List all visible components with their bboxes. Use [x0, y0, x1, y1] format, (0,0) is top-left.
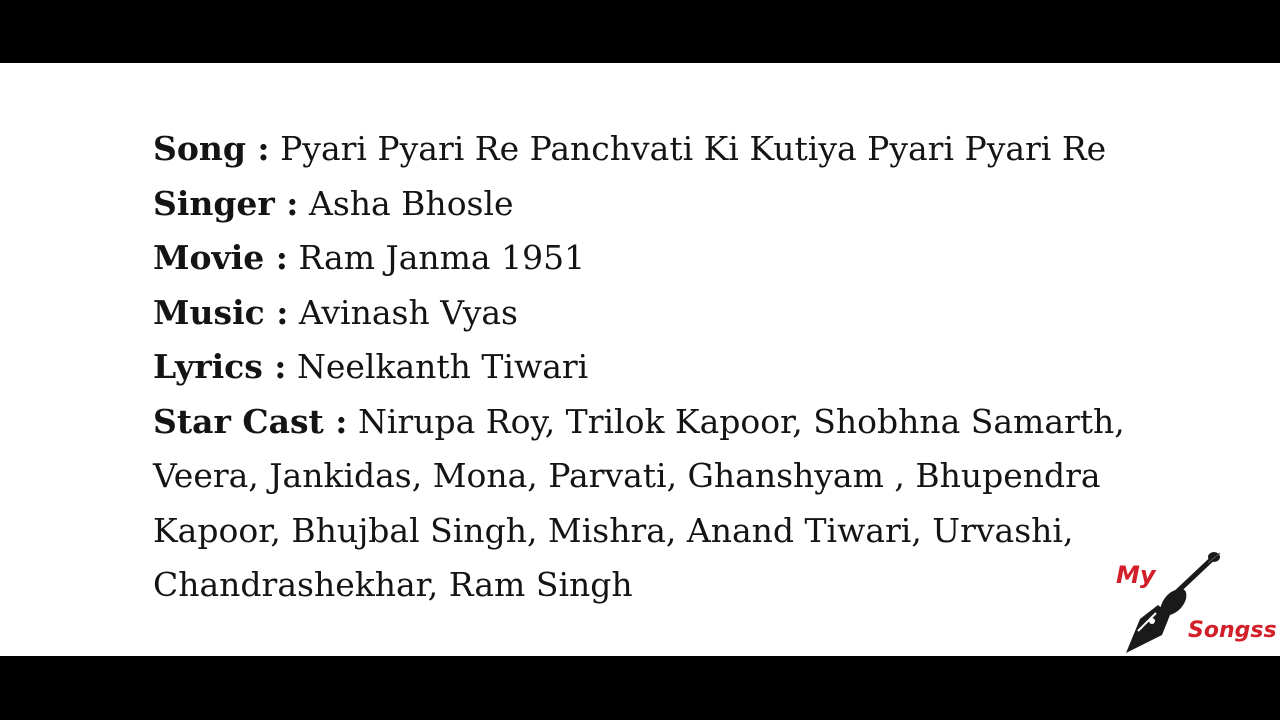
music-value: Avinash Vyas: [298, 292, 518, 332]
movie-value: Ram Janma 1951: [298, 238, 586, 277]
movie-label: Movie :: [153, 238, 288, 277]
star-cast-label: Star Cast :: [153, 401, 348, 441]
star-cast-value: Nirupa Roy, Trilok Kapoor, Shobhna Samarth, Veera, Jankidas, Mona, Parvati, Ghanshyam , Bhupendra Kapoor, Bhujbal Singh, Mishra, Anand Tiwari, Urvashi, Chandrashekhar, Ram Singh: [153, 401, 1125, 604]
lyrics-row: [153, 340, 1183, 395]
singer-row: [153, 177, 1183, 232]
song-label: Song :: [153, 129, 270, 168]
logo-word-my: My: [1116, 561, 1156, 589]
song-value: Pyari Pyari Re Panchvati Ki Kutiya Pyari Pyari Re: [280, 129, 1107, 168]
song-details: [153, 122, 1183, 613]
my-songss-logo: [1112, 549, 1280, 657]
song-row: [153, 122, 1183, 177]
singer-value: Asha Bhosle: [309, 183, 514, 223]
lyrics-card: [0, 63, 1280, 656]
singer-label: Singer :: [153, 183, 299, 223]
music-row: [153, 286, 1183, 341]
star-cast-row: [153, 395, 1183, 613]
lyrics-value: Neelkanth Tiwari: [296, 347, 589, 386]
movie-row: [153, 231, 1183, 286]
logo-word-songss: Songss: [1188, 618, 1277, 643]
lyrics-label: Lyrics :: [153, 347, 287, 386]
music-label: Music :: [153, 292, 289, 332]
